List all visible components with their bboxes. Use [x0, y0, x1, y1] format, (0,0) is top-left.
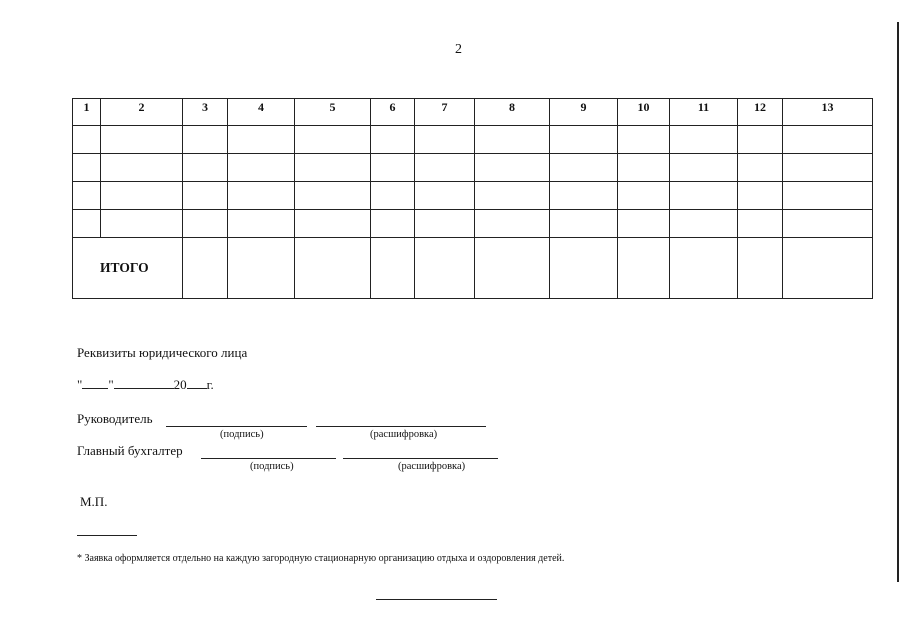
column-header: 6 [371, 99, 415, 126]
table-cell[interactable] [550, 154, 618, 182]
table-cell[interactable] [183, 210, 228, 238]
head-label: Руководитель [77, 411, 153, 426]
column-header: 11 [670, 99, 738, 126]
date-line [77, 376, 214, 393]
total-cell[interactable] [415, 238, 475, 299]
column-header: 1 [73, 99, 101, 126]
table-cell[interactable] [295, 154, 371, 182]
table-cell[interactable] [475, 154, 550, 182]
table-cell[interactable] [670, 210, 738, 238]
head-signature-caption: (подпись) [220, 429, 264, 440]
column-header: 7 [415, 99, 475, 126]
column-header: 13 [783, 99, 873, 126]
table-cell[interactable] [228, 126, 295, 154]
footnote-separator [77, 535, 137, 536]
table-cell[interactable] [475, 126, 550, 154]
table-cell[interactable] [228, 154, 295, 182]
table-cell[interactable] [783, 182, 873, 210]
table-cell[interactable] [295, 182, 371, 210]
table-cell[interactable] [228, 182, 295, 210]
table-cell[interactable] [183, 154, 228, 182]
total-cell[interactable] [783, 238, 873, 299]
table-cell[interactable] [618, 210, 670, 238]
table-cell[interactable] [101, 154, 183, 182]
chief-accountant-signature-line[interactable] [201, 458, 336, 459]
column-header: 3 [183, 99, 228, 126]
table-row [73, 182, 873, 210]
column-header: 10 [618, 99, 670, 126]
date-open-quote: " [77, 377, 83, 392]
table-cell[interactable] [618, 154, 670, 182]
chief-accountant-label: Главный бухгалтер [77, 443, 183, 458]
column-header: 9 [550, 99, 618, 126]
table-cell[interactable] [738, 126, 783, 154]
total-row [73, 238, 873, 299]
table-cell[interactable] [183, 182, 228, 210]
table-cell[interactable] [101, 126, 183, 154]
table-cell[interactable] [371, 210, 415, 238]
table-cell[interactable] [670, 154, 738, 182]
column-header: 8 [475, 99, 550, 126]
table-cell[interactable] [475, 210, 550, 238]
page-number: 2 [455, 42, 462, 57]
table-cell[interactable] [415, 210, 475, 238]
total-label: ИТОГО [73, 238, 183, 299]
chief-accountant-signature-caption: (подпись) [250, 461, 294, 472]
total-cell[interactable] [618, 238, 670, 299]
table-cell[interactable] [73, 154, 101, 182]
seal-label: М.П. [80, 494, 108, 509]
table-cell[interactable] [783, 126, 873, 154]
table-cell[interactable] [73, 126, 101, 154]
table-cell[interactable] [73, 210, 101, 238]
table-cell[interactable] [73, 182, 101, 210]
total-cell[interactable] [371, 238, 415, 299]
table-cell[interactable] [415, 126, 475, 154]
table-header-row [73, 99, 873, 126]
table-cell[interactable] [101, 210, 183, 238]
table-cell[interactable] [618, 126, 670, 154]
day-blank[interactable] [82, 376, 108, 389]
month-blank[interactable] [114, 376, 174, 389]
total-cell[interactable] [475, 238, 550, 299]
total-cell[interactable] [550, 238, 618, 299]
table-cell[interactable] [738, 210, 783, 238]
table-cell[interactable] [415, 154, 475, 182]
chief-accountant-decipher-line[interactable] [343, 458, 498, 459]
table-cell[interactable] [618, 182, 670, 210]
year-blank[interactable] [187, 376, 207, 389]
total-cell[interactable] [228, 238, 295, 299]
head-decipher-line[interactable] [316, 426, 486, 427]
table-row [73, 154, 873, 182]
head-decipher-caption: (расшифровка) [370, 429, 438, 440]
column-header: 5 [295, 99, 371, 126]
column-header: 12 [738, 99, 783, 126]
end-rule [376, 599, 497, 600]
table-cell[interactable] [550, 182, 618, 210]
table-cell[interactable] [670, 182, 738, 210]
table-cell[interactable] [475, 182, 550, 210]
head-signature-line[interactable] [166, 426, 307, 427]
page-edge-bar [897, 22, 899, 582]
footnote: * Заявка оформляется отдельно на каждую загородную стационарную организацию отдыха и оздоровления детей. [77, 553, 565, 564]
table-row [73, 210, 873, 238]
table-cell[interactable] [295, 210, 371, 238]
table-row [73, 126, 873, 154]
table-cell[interactable] [183, 126, 228, 154]
table-cell[interactable] [670, 126, 738, 154]
table-cell[interactable] [783, 210, 873, 238]
column-header: 2 [101, 99, 183, 126]
chief-accountant-decipher-caption: (расшифровка) [398, 461, 466, 472]
date-close-quote: " [108, 377, 114, 392]
table-cell[interactable] [783, 154, 873, 182]
total-cell[interactable] [670, 238, 738, 299]
table-cell[interactable] [550, 210, 618, 238]
table-cell[interactable] [738, 154, 783, 182]
total-cell[interactable] [183, 238, 228, 299]
year-prefix: 20 [173, 377, 187, 392]
table-cell[interactable] [550, 126, 618, 154]
total-cell[interactable] [738, 238, 783, 299]
year-suffix: г. [206, 377, 214, 392]
table-cell[interactable] [295, 126, 371, 154]
table-cell[interactable] [415, 182, 475, 210]
legal-requisites-label: Реквизиты юридического лица [77, 345, 248, 360]
table-cell[interactable] [738, 182, 783, 210]
table-cell[interactable] [228, 210, 295, 238]
table-cell[interactable] [371, 154, 415, 182]
total-cell[interactable] [295, 238, 371, 299]
column-header: 4 [228, 99, 295, 126]
table-cell[interactable] [371, 182, 415, 210]
request-table [72, 98, 873, 299]
table-cell[interactable] [371, 126, 415, 154]
table-cell[interactable] [101, 182, 183, 210]
